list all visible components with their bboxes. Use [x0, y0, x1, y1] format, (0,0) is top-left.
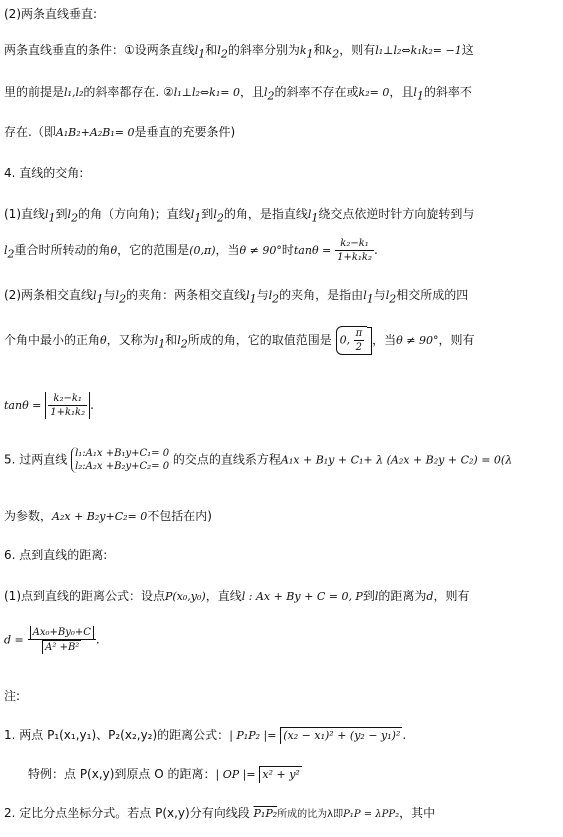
note-1-special: 特例：点 P(x,y)到原点 O 的距离：| OP |= x² + y² [28, 767, 300, 781]
section-heading-angle: 4. 直线的交角: [4, 166, 84, 180]
angle-tan-formula: tanθ = $\frac{\text{k₂−k₁}}{\text{1+k₁k₂}}$ . [4, 393, 94, 418]
section-heading-perpendicular: (2)两条直线垂直: [4, 7, 98, 21]
perpendicular-line-2: 里的前提是l₁,l₂的斜率都存在. ②l₁⊥l₂⇔k₁= 0，且$l_2$的斜率不存在或k₂= 0，且$l_1$的斜率不 [4, 85, 472, 103]
notes-heading: 注: [4, 689, 21, 703]
note-1: 1. 两点 P₁(x₁,y₁)、P₂(x₂,y₂)的距离公式：| P₁P₂ |= (x₂ − x₁)² + (y₂ − y₁)² . [4, 728, 407, 742]
perpendicular-line-1: 两条直线垂直的条件：①设两条直线$l_1$和$l_2$的斜率分别为$k_1$和$k_2$，则有l₁⊥l₂⇔k₁k₂= −1这 [4, 43, 474, 61]
angle-line-3: (2)两条相交直线$l_1$与$l_2$的夹角：两条相交直线$l_1$与$l_2$的夹角，是指由$l_1$与$l_2$相交所成的四 [4, 288, 469, 306]
line-family: 5. 过两直线 l₁:A₁x +B₁y+C₁= 0 l₂:A₂x +B₂y+C₂= 0 的交点的直线系方程A₁x + B₁y + C₁+ λ (A₂x + B₂y + C₂) = 0(λ [4, 448, 513, 472]
tan-fraction: $\frac{\text{k₂−k₁}}{\text{1+k₁k₂}}$ [337, 238, 372, 263]
distance-line-1: (1)点到直线的距离公式：设点P(x₀,y₀)，直线l : Ax + By + C = 0, P到l的距离为d，则有 [4, 589, 470, 603]
perpendicular-line-3: 存在.（即A₁B₂+A₂B₁= 0是垂直的充要条件) [4, 125, 236, 139]
angle-line-2: $l_2$重合时所转动的角θ，它的范围是(0,π)，当θ ≠ 90°时tanθ = $\frac{\text{k₂−k₁}}{\text{1+k₁k₂}}$ . [4, 238, 378, 263]
angle-line-1: (1)直线$l_1$到$l_2$的角（方向角)；直线$l_1$到$l_2$的角，是指直线$l_1$绕交点依逆时针方向旋转到与 [4, 207, 475, 225]
section-heading-distance: 6. 点到直线的距离: [4, 548, 108, 562]
note-2: 2. 定比分点坐标分式。若点 P(x,y)分有向线段 P₁P₂所成的比为λ即P₁P = λPP₂，其中 [4, 806, 436, 820]
distance-formula: d = $\frac{\text{Ax₀+By₀+C}}{\text{A² +B²}}$ . [4, 627, 100, 653]
angle-line-4: 个角中最小的正角θ，又称为$l_1$和$l_2$所成的角，它的取值范围是 0, $\frac{\pi}{2}$ ，当θ ≠ 90°，则有 [4, 328, 475, 353]
equation-system: l₁:A₁x +B₁y+C₁= 0 l₂:A₂x +B₂y+C₂= 0 [71, 447, 169, 473]
range-interval: 0, $\frac{\pi}{2}$ [336, 326, 368, 355]
line-family-2: 为参数，A₂x + B₂y+C₂= 0不包括在内) [4, 509, 212, 523]
